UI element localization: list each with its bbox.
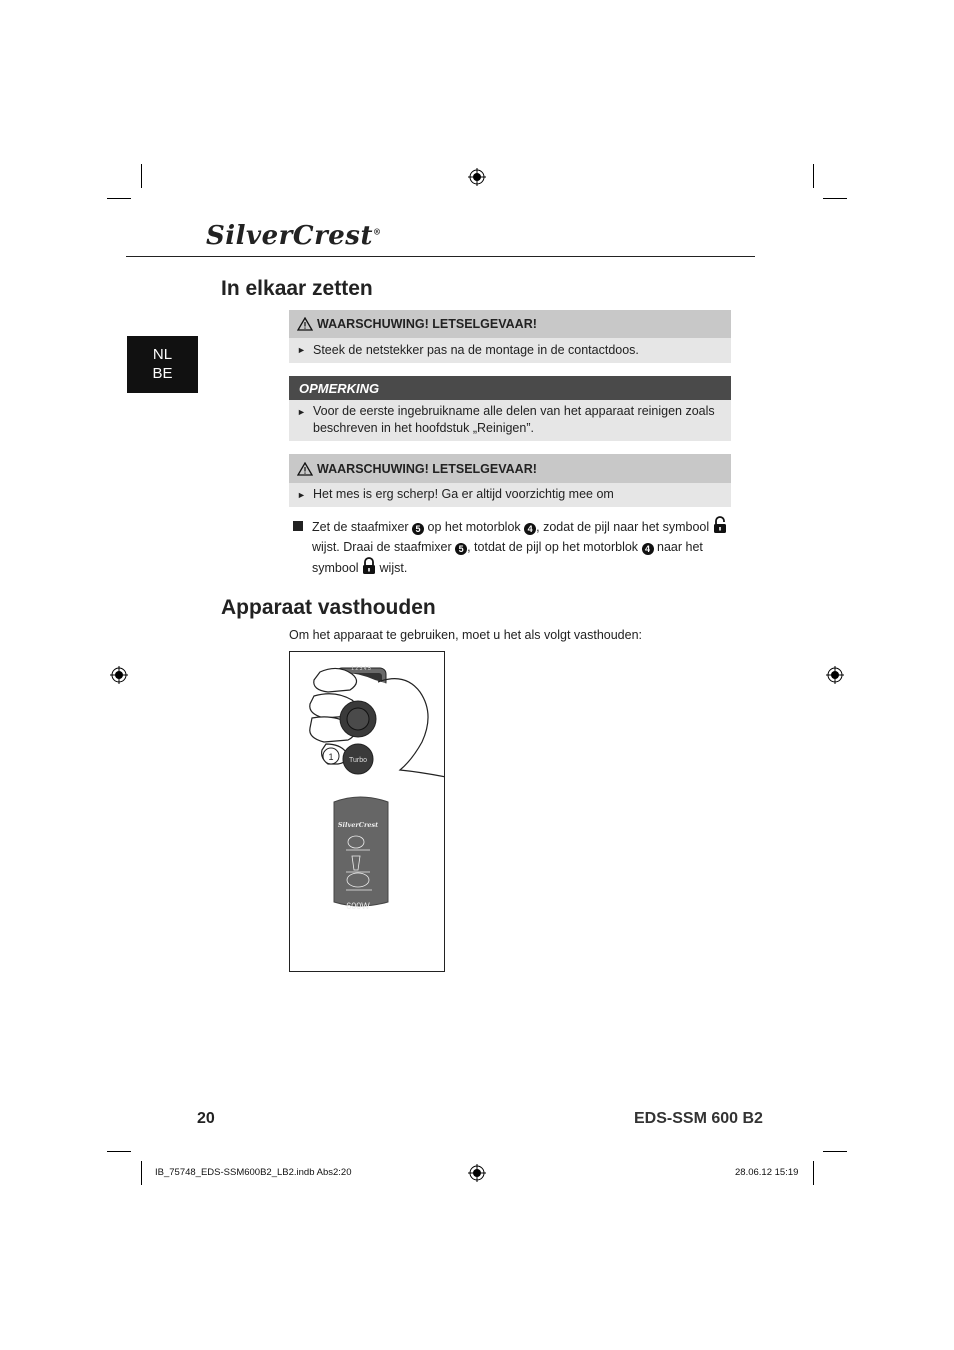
step-text-part: op het motorblok bbox=[427, 520, 521, 534]
model-number: EDS-SSM 600 B2 bbox=[634, 1110, 763, 1127]
note-box bbox=[289, 376, 731, 441]
section-title-assembly: In elkaar zetten bbox=[221, 277, 373, 300]
arrow-bullet-icon: ► bbox=[297, 490, 306, 500]
registration-mark-icon bbox=[468, 168, 486, 186]
assembly-step bbox=[293, 516, 733, 578]
step-text-part: wijst. Draai de staafmixer bbox=[312, 540, 452, 554]
speed-dial-marks: 1 2 3 4 5 bbox=[351, 666, 371, 672]
warning-triangle-icon bbox=[297, 317, 313, 331]
note-text-row bbox=[289, 400, 731, 441]
hand-holding-mixer-illustration bbox=[290, 652, 445, 972]
crop-mark bbox=[107, 198, 131, 199]
unlocked-padlock-icon bbox=[713, 516, 727, 534]
section-title-holding: Apparaat vasthouden bbox=[221, 596, 436, 619]
arrow-bullet-icon: ► bbox=[297, 407, 306, 417]
power-rating-label: 600W bbox=[346, 901, 370, 911]
registration-mark-icon bbox=[110, 666, 128, 684]
warning-heading bbox=[289, 310, 731, 338]
page-number: 20 bbox=[197, 1110, 215, 1127]
square-bullet-icon bbox=[293, 521, 303, 531]
registration-mark-icon bbox=[468, 1164, 486, 1182]
language-tab bbox=[127, 336, 198, 393]
crop-mark bbox=[141, 1161, 142, 1185]
step-text-part: wijst. bbox=[379, 561, 408, 575]
crop-mark bbox=[813, 164, 814, 188]
warning-text: Het mes is erg scherp! Ga er altijd voorzichtig mee om bbox=[313, 487, 614, 501]
step-text-part: naar het symbool bbox=[312, 540, 703, 575]
crop-mark bbox=[823, 1151, 847, 1152]
svg-text:1: 1 bbox=[328, 752, 334, 762]
part-number-5-icon: 5 bbox=[412, 523, 424, 535]
step-text-part: , zodat de pijl naar het symbool bbox=[536, 520, 710, 534]
holding-illustration bbox=[289, 651, 445, 972]
step-text bbox=[312, 516, 733, 578]
crop-mark bbox=[823, 198, 847, 199]
warning-heading-text: WAARSCHUWING! LETSELGEVAAR! bbox=[317, 317, 537, 331]
locked-padlock-icon bbox=[362, 557, 376, 575]
arrow-bullet-icon: ► bbox=[297, 345, 306, 355]
header-rule bbox=[126, 256, 755, 257]
part-number-5-icon: 5 bbox=[455, 543, 467, 555]
part-number-4-icon: 4 bbox=[642, 543, 654, 555]
language-code-be: BE bbox=[152, 365, 173, 382]
part-number-4-icon: 4 bbox=[524, 523, 536, 535]
step-text-part: Zet de staafmixer bbox=[312, 520, 409, 534]
crop-mark bbox=[107, 1151, 131, 1152]
note-text: Voor de eerste ingebruikname alle delen van het apparaat reinigen zoals beschreven in het hoofdstuk „Reinigen”. bbox=[313, 404, 715, 435]
brand-logo bbox=[206, 221, 381, 251]
trademark: ® bbox=[372, 226, 382, 237]
holding-intro-text: Om het apparaat te gebruiken, moet u het als volgt vasthouden: bbox=[289, 628, 642, 642]
crop-mark bbox=[813, 1161, 814, 1185]
registration-mark-icon bbox=[826, 666, 844, 684]
brand-name: SilverCrest bbox=[206, 221, 373, 251]
warning-triangle-icon bbox=[297, 462, 313, 476]
warning-text-row bbox=[289, 483, 731, 507]
print-date-info: 28.06.12 15:19 bbox=[735, 1167, 799, 1178]
warning-heading-text: WAARSCHUWING! LETSELGEVAAR! bbox=[317, 461, 537, 476]
warning-box-1 bbox=[289, 310, 731, 363]
warning-heading bbox=[289, 454, 731, 483]
step-text-part: , totdat de pijl op het motorblok bbox=[467, 540, 639, 554]
note-heading: OPMERKING bbox=[289, 376, 731, 400]
warning-text: Steek de netstekker pas na de montage in de contactdoos. bbox=[313, 343, 639, 357]
language-code-nl: NL bbox=[152, 346, 173, 363]
warning-box-2 bbox=[289, 454, 731, 507]
warning-text-row bbox=[289, 338, 731, 363]
turbo-label: Turbo bbox=[348, 757, 368, 764]
crop-mark bbox=[141, 164, 142, 188]
print-file-info: IB_75748_EDS-SSM600B2_LB2.indb Abs2:20 bbox=[155, 1167, 352, 1178]
device-brand-label: SilverCrest bbox=[337, 821, 379, 829]
